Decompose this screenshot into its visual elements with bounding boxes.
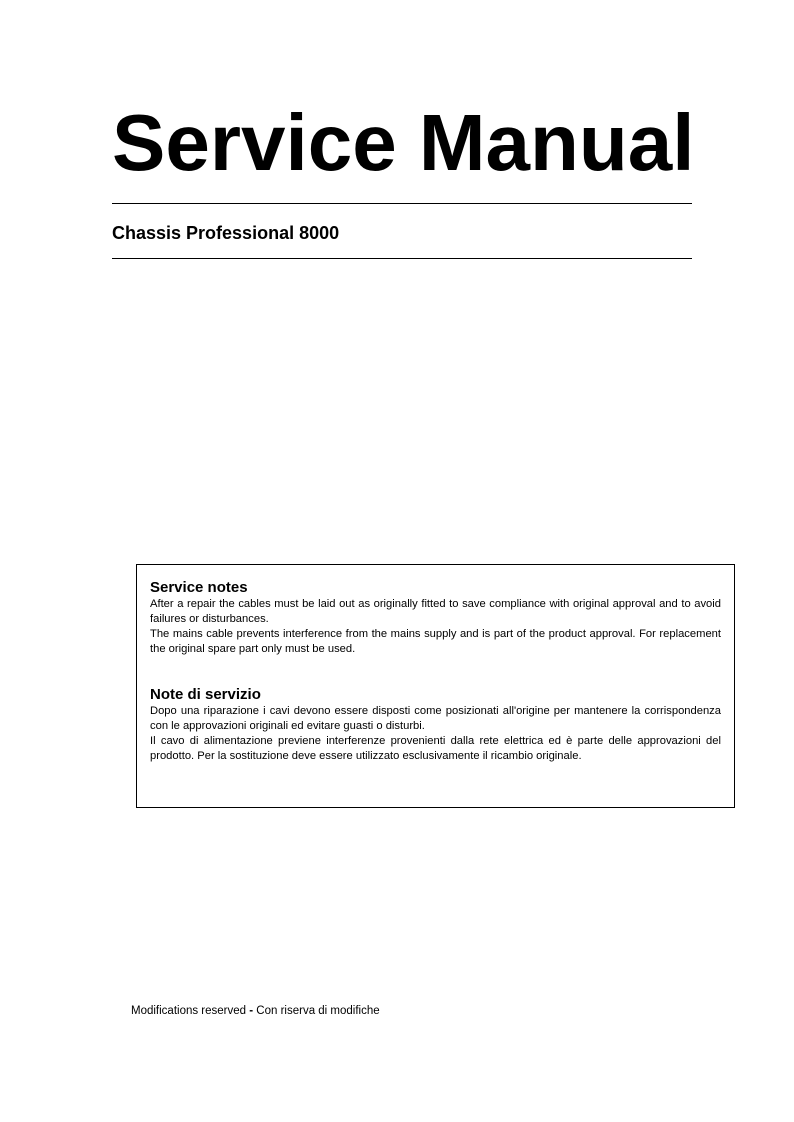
note-di-servizio-paragraph-1: Dopo una riparazione i cavi devono essere disposti come posizionati all'origine per mantenere la corrispondenza con le approvazioni originali ed evitare guasti o disturbi.: [150, 705, 721, 732]
section-spacer: [150, 657, 721, 686]
chassis-subtitle: Chassis Professional 8000: [112, 223, 340, 243]
footer-note: [131, 1004, 380, 1018]
service-notes-paragraph-1: After a repair the cables must be laid out as originally fitted to save compliance with original approval and to avoid failures or disturbances.: [150, 598, 721, 625]
title-divider: [112, 203, 692, 204]
footer-text-en: Modifications reserved: [131, 1005, 250, 1017]
page-title: Service Manual: [112, 98, 695, 187]
service-notes-paragraph-2: The mains cable prevents interference from the mains supply and is part of the product approval. For replacement the original spare part only must be used.: [150, 628, 721, 655]
footer-text-it: Con riserva di modifiche: [253, 1005, 380, 1017]
subtitle-divider: [112, 258, 692, 259]
note-di-servizio-heading: Note di servizio: [150, 686, 261, 703]
service-notes-box: [136, 564, 735, 808]
service-notes-heading: Service notes: [150, 579, 248, 596]
footer-separator: -: [249, 1005, 254, 1017]
note-di-servizio-paragraph-2: Il cavo di alimentazione previene interferenze provenienti dalla rete elettrica ed è parte delle approvazioni del prodotto. Per la sostituzione deve essere utilizzato esclusivamente il ricambio originale.: [150, 735, 721, 762]
